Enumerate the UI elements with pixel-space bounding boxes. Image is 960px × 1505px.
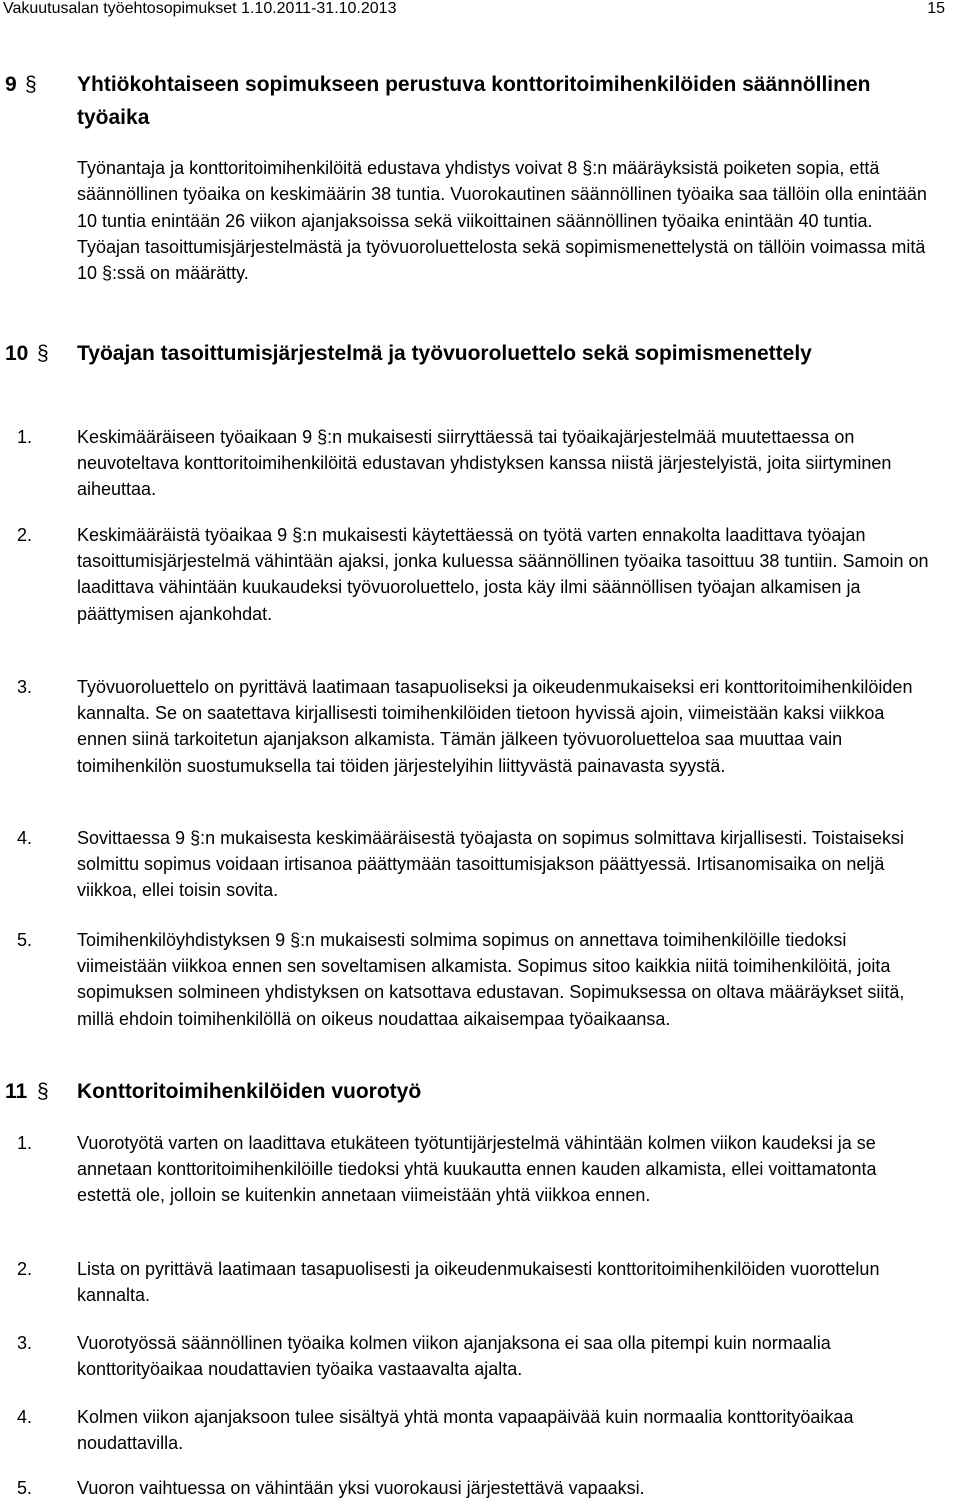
item-number: 3. — [17, 677, 33, 697]
section-symbol: § — [37, 342, 49, 365]
item-text: Keskimääräiseen työaikaan 9 §:n mukaisesti siirryttäessä tai työaikajärjestelmää muutettaessa on neuvoteltava konttoritoimihenkilöitä edustavan yhdistyksen kanssa niistä järjestelyistä, joita siirtyminen aiheuttaa. — [77, 427, 892, 500]
item-text: Vuorotyötä varten on laadittava etukäteen työtuntijärjestelmä vähintään kolmen viikon kaudeksi ja se annetaan konttoritoimihenkilöille tiedoksi yhtä kuukautta ennen kauden alkamista, ellei voittamatonta estettä ole, jolloin se kuitenkin annetaan viimeistään yhtä viikkoa ennen. — [77, 1133, 877, 1206]
section-11-heading — [0, 1075, 960, 1111]
item-number: 4. — [17, 828, 33, 848]
section-symbol: § — [37, 1080, 49, 1103]
item-text: Työvuoroluettelo on pyrittävä laatimaan tasapuoliseksi ja oikeudenmukaiseksi eri konttoritoimihenkilöiden kannalta. Se on saatettava kirjallisesti toimihenkilöiden tietoon hyvissä ajoin, viimeistään kaksi viikkoa ennen siinä tarkoitetun ajanjakson alkamista. Tämän jälkeen työvuoroluetteloa saa muuttaa vain toimihenkilön suostumuksella tai töiden järjestelyihin liittyvästä painavasta syystä. — [77, 677, 913, 776]
item-number: 1. — [17, 427, 33, 447]
section-10-heading — [0, 337, 960, 405]
page-number: 15 — [927, 0, 945, 17]
section-number: 11 — [5, 1080, 28, 1103]
section-title: Yhtiökohtaiseen sopimukseen perustuva konttoritoimihenkilöiden säännöllinen työaika — [77, 73, 871, 129]
section-number: 9 — [5, 73, 17, 96]
item-text: Keskimääräistä työaikaa 9 §:n mukaisesti käytettäessä on työtä varten ennakolta laadittava työajan tasoittumisjärjestelmä vähintään ajaksi, jonka kuluessa säännöllinen työaika tasoittuu 38 tuntiin. Samoin on laadittava vähintään kuukaudeksi työvuoroluettelo, josta käy ilmi säännöllisen työajan alkamisen ja päättymisen ajankohdat. — [77, 525, 929, 624]
item-text: Toimihenkilöyhdistyksen 9 §:n mukaisesti solmima sopimus on annettava toimihenkilöille tiedoksi viimeistään viikkoa ennen sen soveltamisen alkamista. Sopimus sitoo kaikkia niitä toimihenkilöitä, joita sopimuksen solmineen yhdistyksen on katsottava edustavan. Sopimuksessa on oltava määräykset siitä, millä ehdoin toimihenkilöllä on oikeus noudattaa aikaisempaa työaikaansa. — [77, 930, 905, 1029]
item-text: Kolmen viikon ajanjaksoon tulee sisältyä yhtä monta vapaapäivää kuin normaalia konttorityöaikaa noudattavilla. — [77, 1407, 854, 1454]
item-number: 2. — [17, 525, 33, 545]
item-number: 4. — [17, 1407, 33, 1427]
section-title: Konttoritoimihenkilöiden vuorotyö — [77, 1080, 422, 1103]
document-title: Vakuutusalan työehtosopimukset 1.10.2011-31.10.2013 — [3, 0, 397, 17]
page-header — [3, 0, 953, 20]
item-text: Lista on pyrittävä laatimaan tasapuolisesti ja oikeudenmukaisesti konttoritoimihenkilöiden vuorottelun kannalta. — [77, 1259, 880, 1306]
item-number: 5. — [17, 930, 33, 950]
section-number: 10 — [5, 342, 29, 365]
item-number: 2. — [17, 1259, 33, 1279]
item-number: 1. — [17, 1133, 33, 1153]
section-title: Työajan tasoittumisjärjestelmä ja työvuoroluettelo sekä sopimismenettely — [77, 342, 812, 365]
section-symbol: § — [25, 73, 37, 96]
item-text: Vuoron vaihtuessa on vähintään yksi vuorokausi järjestettävä vapaaksi. — [77, 1478, 645, 1498]
item-number: 5. — [17, 1478, 33, 1498]
section-9-heading — [0, 68, 960, 138]
item-number: 3. — [17, 1333, 33, 1353]
item-text: Sovittaessa 9 §:n mukaisesta keskimääräisestä työajasta on sopimus solmittava kirjallisesti. Toistaiseksi solmittu sopimus voidaan irtisanoa päättymään tasoittumisjakson päättyessä. Irtisanomisaika on neljä viikkoa, ellei toisin sovita. — [77, 828, 905, 901]
section-9-paragraph: Työnantaja ja konttoritoimihenkilöitä edustava yhdistys voivat 8 §:n määräyksistä poiketen sopia, että säännöllinen työaika on keskimäärin 38 tuntia. Vuorokautinen säännöllinen työaika saa tällöin olla enintään 10 tuntia enintään 26 viikon ajanjaksoissa sekä viikoittainen säännöllinen työaika enintään 40 tuntia. Työajan tasoittumisjärjestelmästä ja työvuoroluettelosta sekä sopimismenettelystä on tällöin voimassa mitä 10 §:ssä on määrätty. — [77, 158, 927, 284]
item-text: Vuorotyössä säännöllinen työaika kolmen viikon ajanjaksona ei saa olla pitempi kuin normaalia konttorityöaikaa noudattavien työaika vastaavalta ajalta. — [77, 1333, 831, 1380]
